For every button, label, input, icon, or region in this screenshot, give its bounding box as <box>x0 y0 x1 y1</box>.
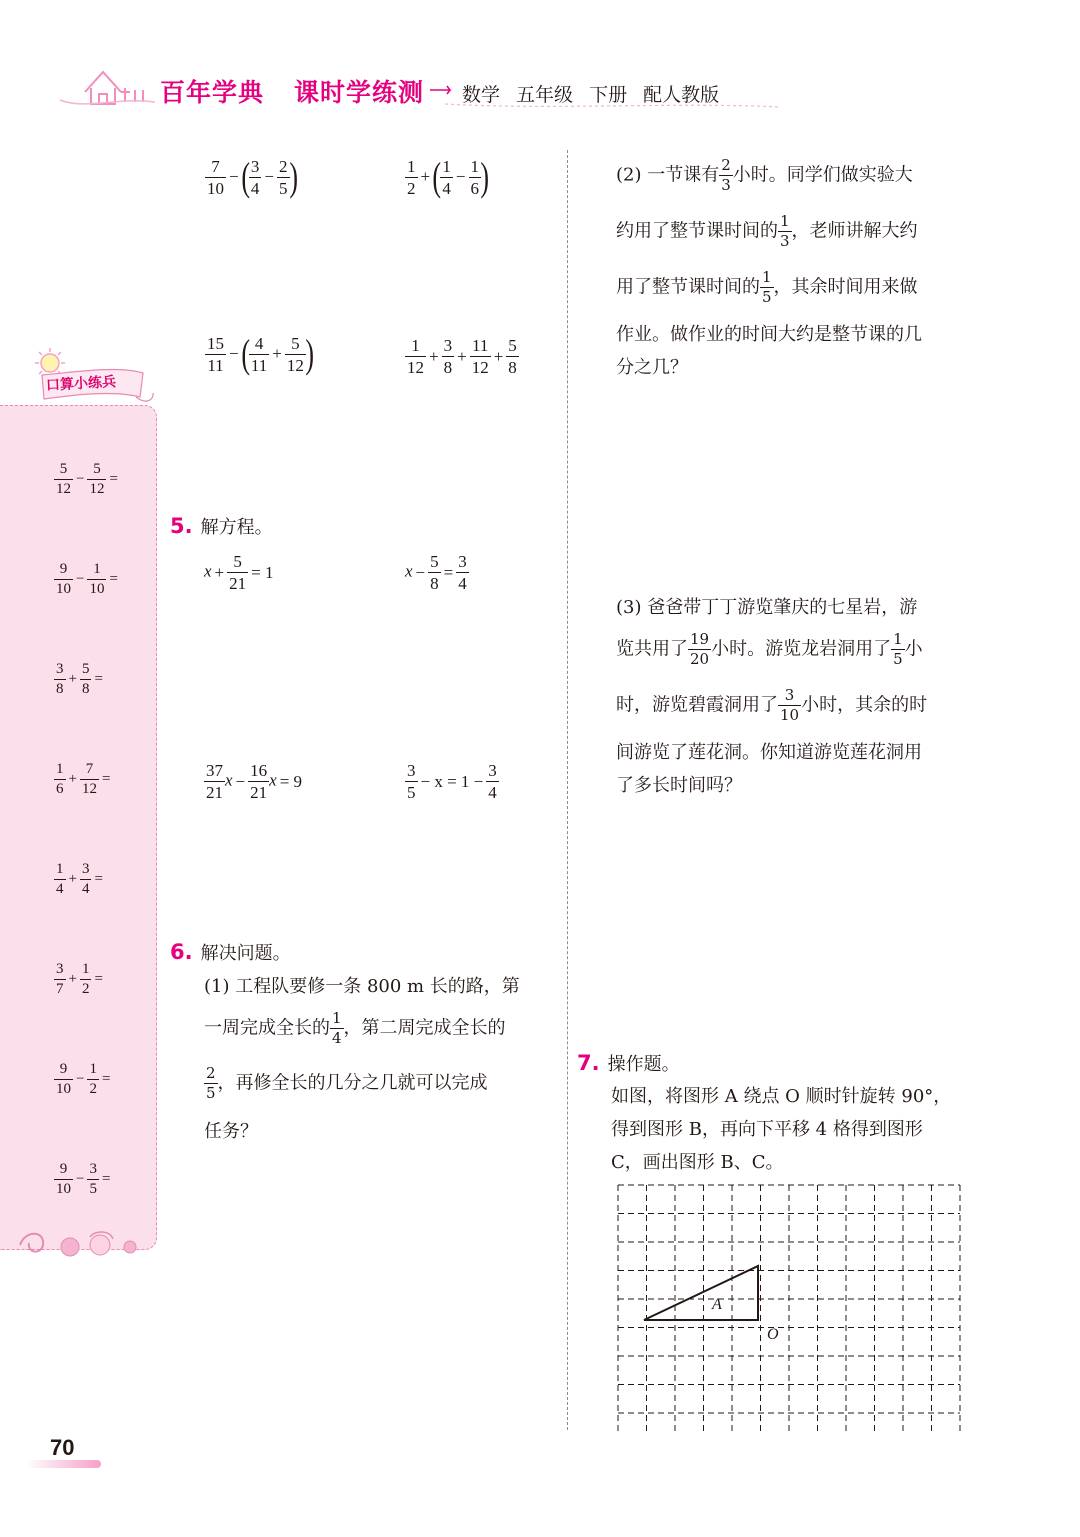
problem-3-line-3: 时，游览碧霞洞用了 $\frac{3}{10}$ 小时，其余的时 <box>616 686 928 724</box>
mental-math-item: $\frac{3}{8}$ + $\frac{5}{8}$ = <box>56 661 103 697</box>
question-title: 操作题。 <box>607 1054 680 1075</box>
problem-3-line-2: 览共用了 $\frac{19}{20}$ 小时。游览龙岩洞用了 $\frac{1}{5}$ 小 <box>616 630 923 668</box>
mental-math-item: $\frac{3}{7}$ + $\frac{1}{2}$ = <box>56 961 103 997</box>
sidebar-flower-decoration <box>15 1225 150 1270</box>
page-number: 70 <box>50 1435 75 1460</box>
problem-2-line-2: 约用了整节课时间的 $\frac{1}{3}$ ，老师讲解大约 <box>616 212 918 250</box>
question-7-heading <box>577 1050 680 1076</box>
mental-math-item: $\frac{9}{10}$ − $\frac{1}{2}$ = <box>56 1061 111 1097</box>
problem-1-line-4: 任务？ <box>204 1121 258 1142</box>
mental-math-item: $\frac{1}{6}$ + $\frac{7}{12}$ = <box>56 761 111 797</box>
mental-math-item: $\frac{9}{10}$ − $\frac{3}{5}$ = <box>56 1161 111 1197</box>
book-info: 数学 五年级 下册 配人教版 <box>462 84 720 106</box>
question-5-heading <box>170 513 273 539</box>
sidebar-title: 口算小练兵 <box>45 374 117 394</box>
mental-math-item: $\frac{1}{4}$ + $\frac{3}{4}$ = <box>56 861 103 897</box>
problem-3-line-4: 间游览了莲花洞。你知道游览莲花洞用 <box>616 742 922 763</box>
mental-math-item: $\frac{5}{12}$ − $\frac{5}{12}$ = <box>56 461 118 497</box>
question-6-heading <box>170 939 291 965</box>
problem-3-line-5: 了多长时间吗？ <box>616 775 742 796</box>
question-number: 7. <box>577 1051 600 1075</box>
equation-1: x + $\frac{5}{21}$ = 1 <box>204 552 274 593</box>
equation-3: $\frac{37}{21}$ x − $\frac{16}{21}$ x = 9 <box>206 761 303 802</box>
page-number-bar <box>25 1460 101 1468</box>
arrow-icon <box>430 86 450 94</box>
problem-3-line-1: (3) 爸爸带丁丁游览肇庆的七星岩，游 <box>616 597 918 618</box>
question-title: 解方程。 <box>200 517 273 538</box>
shape-a-label: A <box>712 1296 722 1313</box>
mental-math-item: $\frac{9}{10}$ − $\frac{1}{10}$ = <box>56 561 118 597</box>
problem-2-line-5: 分之几？ <box>616 357 688 378</box>
column-divider <box>567 150 568 1430</box>
house-icon <box>85 72 143 104</box>
brand-title: 百年学典 <box>160 78 265 107</box>
equation-4: $\frac{3}{5}$ − x = 1 − $\frac{3}{4}$ <box>407 761 497 802</box>
calc-expression-1: $\frac{7}{10}$ −( $\frac{3}{4}$ − $\frac{2}{5}$ ) <box>207 154 298 199</box>
question-7-line-3: C，画出图形 B、C。 <box>611 1152 784 1173</box>
problem-1-line-3: $\frac{2}{5}$ ，再修全长的几分之几就可以完成 <box>206 1064 488 1102</box>
shape-a-triangle <box>644 1266 758 1320</box>
question-number: 6. <box>170 940 193 964</box>
problem-2-line-1: (2) 一节课有 $\frac{2}{3}$ 小时。同学们做实验大 <box>616 156 913 194</box>
equation-2: x − $\frac{5}{8}$ = $\frac{3}{4}$ <box>405 552 467 593</box>
question-7-line-2: 得到图形 B，再向下平移 4 格得到图形 <box>611 1119 923 1140</box>
calc-expression-4: $\frac{1}{12}$ + $\frac{3}{8}$ + $\frac{11}{12}$ + $\frac{5}{8}$ <box>407 336 517 377</box>
question-title: 解决问题。 <box>200 943 291 964</box>
calc-expression-3: $\frac{15}{11}$ −( $\frac{4}{11}$ + $\frac{5}{12}$ ) <box>207 331 314 376</box>
calc-expression-2: $\frac{1}{2}$ +( $\frac{1}{4}$ − $\frac{1}{6}$ ) <box>407 154 490 199</box>
grid-figure <box>610 1178 966 1434</box>
problem-1-line-1: (1) 工程队要修一条 800 m 长的路，第 <box>204 976 520 997</box>
point-o-label: O <box>767 1326 779 1343</box>
problem-1-line-2: 一周完成全长的 $\frac{1}{4}$ ，第二周完成全长的 <box>204 1009 506 1047</box>
problem-2-line-3: 用了整节课时间的 $\frac{1}{5}$ ，其余时间用来做 <box>616 268 918 306</box>
series-title: 课时学练测 <box>294 78 425 107</box>
problem-2-line-4: 作业。做作业的时间大约是整节课的几 <box>616 324 922 345</box>
question-number: 5. <box>170 514 193 538</box>
mental-math-sidebar <box>0 405 157 1250</box>
question-7-line-1: 如图，将图形 A 绕点 O 顺时针旋转 90°， <box>611 1086 952 1107</box>
